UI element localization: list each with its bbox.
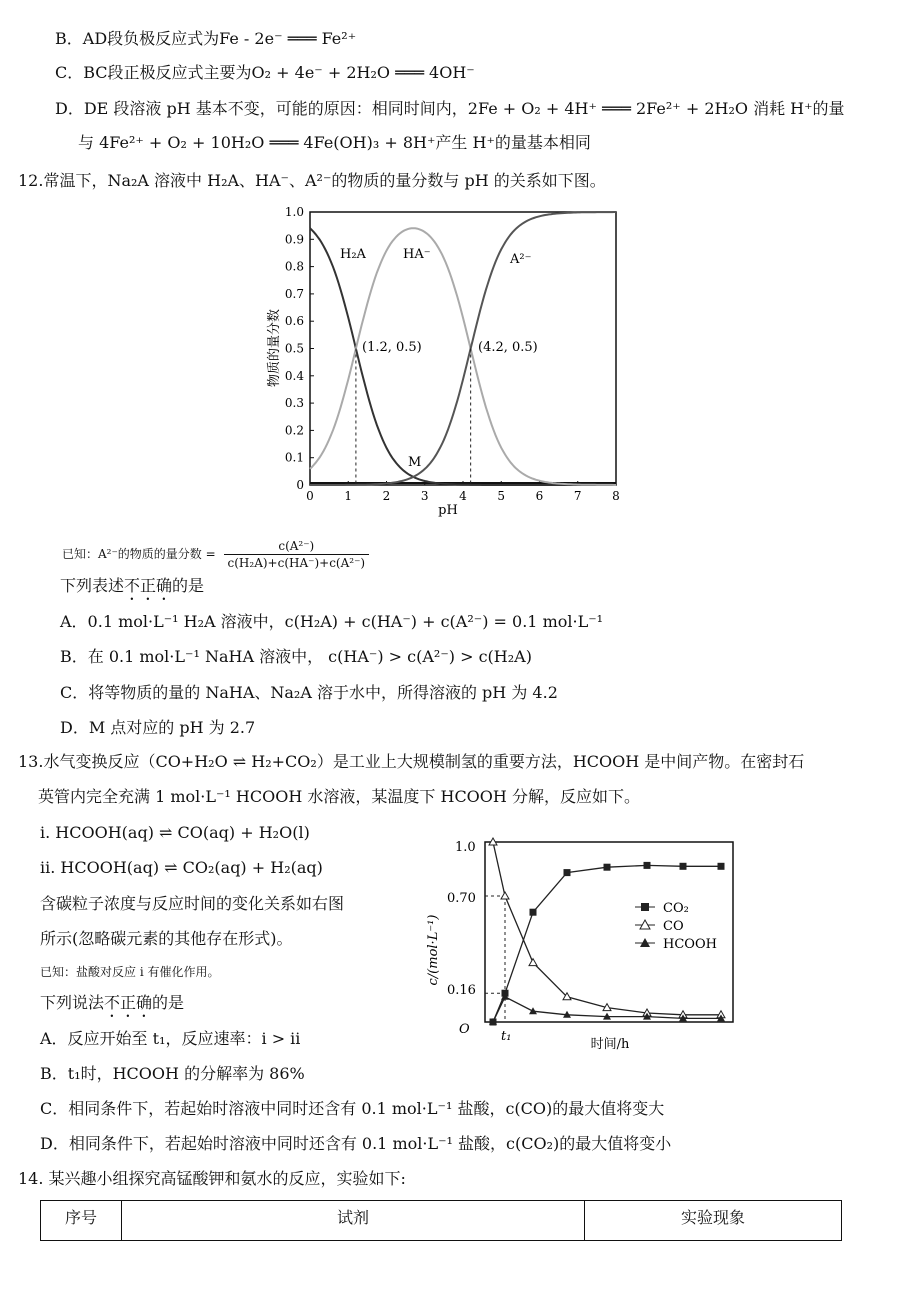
q11-option-d-line2: 与 4Fe²⁺ + O₂ + 10H₂O ═══ 4Fe(OH)₃ + 8H⁺产生 H⁺的量基本相同 xyxy=(78,133,591,152)
header-phenomenon: 实验现象 xyxy=(585,1201,842,1241)
co2-point xyxy=(680,863,687,870)
co2-point xyxy=(530,909,537,916)
y-tick-label: 0.2 xyxy=(284,423,304,438)
q14-stem: 14. 某兴趣小组探究高锰酸钾和氨水的反应，实验如下: xyxy=(18,1169,406,1188)
q11-option-c: C．BC段正极反应式主要为O₂ + 4e⁻ + 2H₂O ═══ 4OH⁻ xyxy=(55,63,475,82)
h2a-label: H₂A xyxy=(340,247,366,262)
y-tick-label: 0 xyxy=(296,478,304,492)
y-tick-label: 0.4 xyxy=(284,368,304,383)
table-header-row xyxy=(41,1201,842,1241)
q12-ask-a: 下列表述 xyxy=(60,576,125,595)
y-tick-0.70: 0.70 xyxy=(447,891,476,906)
x-tick-label: 8 xyxy=(612,489,620,503)
y-tick-label: 0.3 xyxy=(284,396,304,411)
chart2-series xyxy=(489,838,725,1026)
q12-option-c: C．将等物质的量的 NaHA、Na₂A 溶于水中，所得溶液的 pH 为 4.2 xyxy=(60,683,558,702)
origin-label: O xyxy=(459,1022,470,1037)
q12-ask-emphasis: 不正确 xyxy=(124,576,173,595)
speciation-chart xyxy=(260,198,640,528)
y-tick-label: 0.1 xyxy=(284,450,304,465)
q13-stem-line1: 13.水气变换反应（CO+H₂O ⇌ H₂+CO₂）是工业上大规模制氢的重要方法，HCOOH 是中间产物。在密封石 xyxy=(18,752,805,771)
q13-ask-emphasis: 不正确 xyxy=(104,993,153,1012)
q13-text-line2: 所示(忽略碳元素的其他存在形式)。 xyxy=(40,929,293,948)
y-tick-label: 0.6 xyxy=(284,314,304,329)
hcooh-point xyxy=(529,1007,537,1014)
header-index: 序号 xyxy=(41,1201,122,1241)
fraction-numerator: c(A²⁻) xyxy=(224,538,370,555)
chart1-ylabel: 物质的量分数 xyxy=(267,308,282,388)
q11-option-d-line1: D．DE 段溶液 pH 基本不变，可能的原因：相同时间内，2Fe + O₂ + 4H⁺ ═══ 2Fe²⁺ + 2H₂O 消耗 H⁺的量 xyxy=(55,99,845,118)
q13-reaction-ii: ii. HCOOH(aq) ⇌ CO₂(aq) + H₂(aq) xyxy=(40,858,323,877)
q13-text-line1: 含碳粒子浓度与反应时间的变化关系如右图 xyxy=(40,894,345,913)
legend-square-marker xyxy=(641,903,649,911)
legend-co2: CO₂ xyxy=(663,901,689,916)
q13-stem-line2: 英管内完全充满 1 mol·L⁻¹ HCOOH 水溶液，某温度下 HCOOH 分解，反应如下。 xyxy=(38,787,640,806)
m-label: M xyxy=(408,455,422,470)
q12-option-d: D．M 点对应的 pH 为 2.7 xyxy=(60,718,256,737)
chart2-legend xyxy=(635,901,717,952)
q11-option-b: B．AD段负极反应式为Fe - 2e⁻ ═══ Fe²⁺ xyxy=(55,29,357,48)
legend-hcooh: HCOOH xyxy=(663,937,717,952)
q12-option-a: A．0.1 mol·L⁻¹ H₂A 溶液中，c(H₂A) + c(HA⁻) + c(A²⁻) = 0.1 mol·L⁻¹ xyxy=(60,612,604,631)
co2-point xyxy=(604,864,611,871)
y-tick-label: 0.7 xyxy=(284,286,304,301)
y-tick-0.16: 0.16 xyxy=(447,983,476,998)
x-tick-label: 7 xyxy=(573,489,582,503)
co2-point xyxy=(564,869,571,876)
concentration-chart xyxy=(415,830,755,1060)
q12-stem: 12.常温下，Na₂A 溶液中 H₂A、HA⁻、A²⁻的物质的量分数与 pH 的关系如下图。 xyxy=(18,171,606,190)
q13-option-a: A．反应开始至 t₁，反应速率：i > ii xyxy=(40,1029,301,1048)
q13-option-c: C．相同条件下，若起始时溶液中同时还含有 0.1 mol·L⁻¹ 盐酸，c(CO)的最大值将变大 xyxy=(40,1099,665,1118)
q13-ask-c: 的是 xyxy=(152,993,185,1012)
point2-label: (4.2, 0.5) xyxy=(478,340,538,355)
chart1-xlabel: pH xyxy=(438,503,458,518)
chart2-xlabel: 时间/h xyxy=(590,1037,630,1052)
x-tick-label: 4 xyxy=(459,489,467,503)
q13-ask xyxy=(40,992,184,1021)
y-tick-label: 0.5 xyxy=(284,341,304,356)
q12-ask-c: 的是 xyxy=(172,576,205,595)
a2-label: A²⁻ xyxy=(510,252,532,267)
x-tick-label: 0 xyxy=(306,489,314,503)
y-tick-label: 0.8 xyxy=(284,259,304,274)
q13-option-d: D．相同条件下，若起始时溶液中同时还含有 0.1 mol·L⁻¹ 盐酸，c(CO₂)的最大值将变小 xyxy=(40,1134,672,1153)
point1-label: (1.2, 0.5) xyxy=(362,340,422,355)
header-reagent: 试剂 xyxy=(122,1201,585,1241)
ha-label: HA⁻ xyxy=(403,247,431,262)
chart1-axes xyxy=(285,205,620,503)
q12-known-prefix: 已知：A²⁻的物质的量分数 = xyxy=(62,547,216,561)
chart2-ylabel: c/(mol·L⁻¹) xyxy=(426,914,441,986)
legend-co: CO xyxy=(663,919,684,934)
q13-reaction-i: i. HCOOH(aq) ⇌ CO(aq) + H₂O(l) xyxy=(40,823,310,842)
q13-ask-a: 下列说法 xyxy=(40,993,105,1012)
x-tick-label: 1 xyxy=(344,489,353,503)
y-tick-1.0: 1.0 xyxy=(455,840,476,855)
x-tick-label: 5 xyxy=(497,489,506,503)
co2-point xyxy=(644,862,651,869)
q12-known xyxy=(62,538,369,571)
t1-label: t₁ xyxy=(501,1029,512,1044)
co-point xyxy=(501,892,509,899)
experiment-table xyxy=(40,1200,842,1241)
fraction-denominator: c(H₂A)+c(HA⁻)+c(A²⁻) xyxy=(227,556,366,570)
y-tick-label: 1.0 xyxy=(284,205,304,219)
x-tick-label: 6 xyxy=(535,489,544,503)
x-tick-label: 3 xyxy=(420,489,429,503)
q13-known: 已知：盐酸对反应 i 有催化作用。 xyxy=(40,965,220,979)
co-point xyxy=(529,959,537,966)
x-tick-label: 2 xyxy=(382,489,391,503)
q13-option-b: B．t₁时，HCOOH 的分解率为 86% xyxy=(40,1064,305,1083)
fraction xyxy=(224,538,370,571)
q12-option-b: B．在 0.1 mol·L⁻¹ NaHA 溶液中， c(HA⁻) > c(A²⁻) > c(H₂A) xyxy=(60,647,532,666)
q12-ask xyxy=(60,575,204,604)
y-tick-label: 0.9 xyxy=(284,232,304,247)
co2-point xyxy=(718,863,725,870)
